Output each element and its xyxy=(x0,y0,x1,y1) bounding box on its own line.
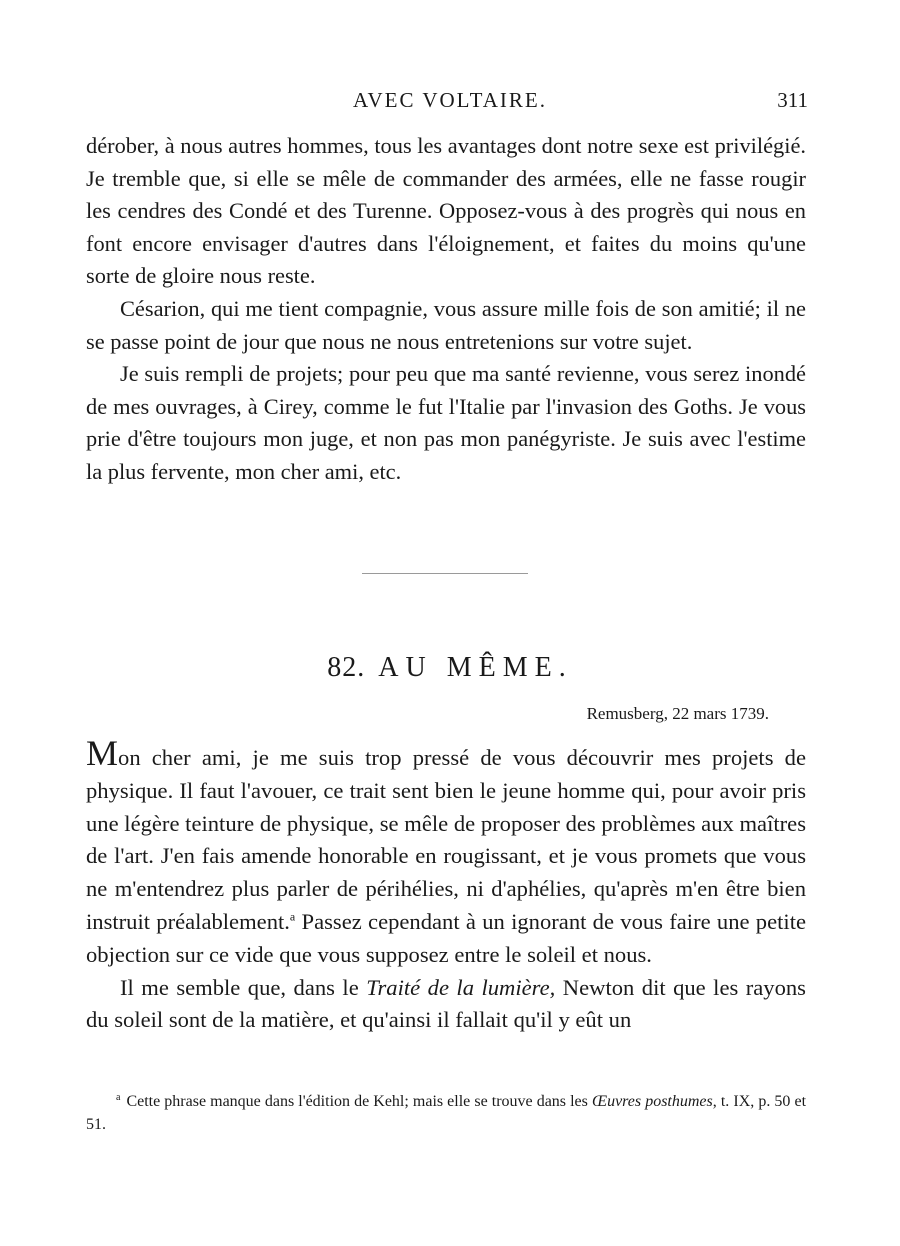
paragraph-text: Newton dit que les rayons du soleil sont de la matière, et qu'ainsi il fallait qu'il y eût un xyxy=(86,974,806,1033)
letter-title: AU MÊME. xyxy=(378,652,573,683)
footnote-text: , t. IX, p. 50 et 51. xyxy=(86,1093,807,1133)
footnote xyxy=(86,1090,806,1136)
paragraph xyxy=(86,972,806,1038)
paragraph: Césarion, qui me tient compagnie, vous assure mille fois de son amitié; il ne se passe point de jour que nous ne nous entretenions sur votre sujet. xyxy=(86,295,806,354)
running-title: AVEC VOLTAIRE. xyxy=(353,88,547,112)
footnote-book-title: Œuvres posthumes xyxy=(591,1093,713,1110)
paragraph xyxy=(86,733,806,972)
paragraph: Je suis rempli de projets; pour peu que ma santé revienne, vous serez inondé de mes ouvrages, à Cirey, comme le fut l'Italie par l'invasion des Goths. Je vous prie d'être toujours mon juge, et non pas mon panégyriste. Je suis avec l'estime la plus fervente, mon cher ami, etc. xyxy=(86,361,806,484)
section-divider xyxy=(362,573,528,574)
book-title: Traité de la lumière, xyxy=(366,974,556,1000)
footnote-reference: a xyxy=(289,909,296,924)
letter-82-body xyxy=(86,733,806,1037)
letter-81-continuation xyxy=(86,130,806,489)
running-head xyxy=(0,88,900,118)
dateline: Remusberg, 22 mars 1739. xyxy=(586,704,769,723)
page-number: 311 xyxy=(777,88,808,112)
paragraph-text: Passez cependant à un ignorant de vous faire une petite objection sur ce vide que vous supposez entre le soleil et nous. xyxy=(86,908,806,967)
paragraph-text: on cher ami, je me suis trop pressé de vous découvrir mes projets de physique. Il faut l'avouer, ce trait sent bien le jeune homme qui, pour avoir pris une légère teinture de physique, se mêle de proposer des problèmes aux maîtres de l'art. J'en fais amende honorable en rougissant, et je vous promets que vous ne m'entendrez plus parler de périhélies, ni d'aphélies, qu'après m'en être bien instruit préalablement. xyxy=(86,745,806,934)
drop-cap: M xyxy=(86,733,119,773)
letter-number: 82. xyxy=(327,652,366,683)
letter-heading xyxy=(0,652,900,684)
paragraph: dérober, à nous autres hommes, tous les avantages dont notre sexe est privilégié. Je tremble que, si elle se mêle de commander des armées, elle ne fasse rougir les cendres des Condé et des Turenne. Opposez-vous à des progrès qui nous en font encore envisager d'autres dans l'éloignement, et faites du moins qu'une sorte de gloire nous reste. xyxy=(86,133,806,289)
footnote-text: Cette phrase manque dans l'édition de Kehl; mais elle se trouve dans les xyxy=(126,1093,592,1110)
footnote-mark: a xyxy=(116,1091,121,1103)
paragraph-text: Il me semble que, dans le xyxy=(120,974,367,1000)
